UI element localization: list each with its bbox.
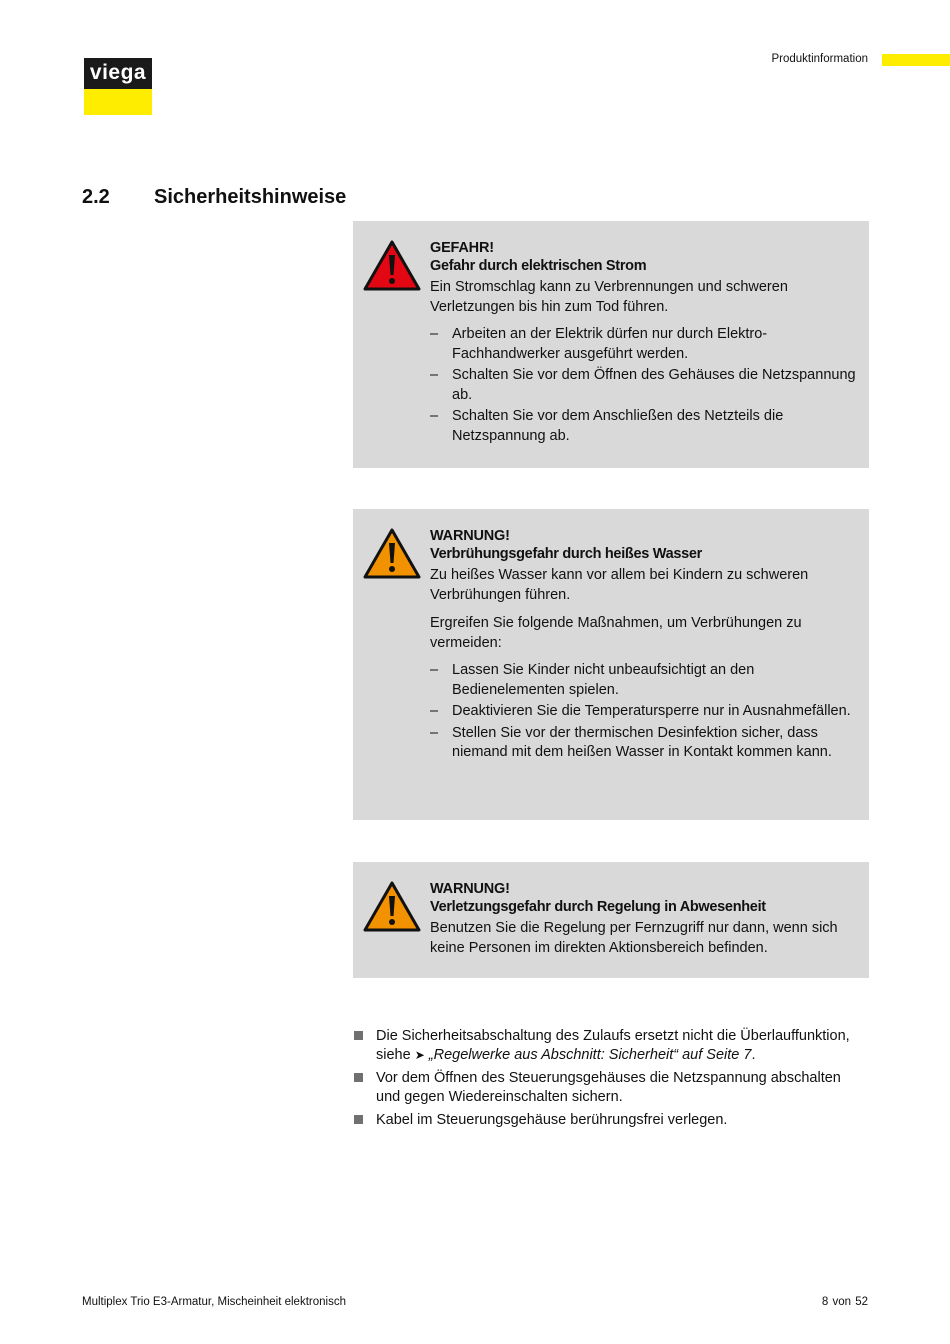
notice-heading: Verletzungsgefahr durch Regelung in Abwesenheit — [430, 899, 766, 915]
square-bullet-icon — [354, 1115, 363, 1124]
notice-signal-word: WARNUNG! — [430, 881, 510, 897]
safety-bullet-list — [353, 1027, 863, 1134]
notice-heading: Gefahr durch elektrischen Strom — [430, 258, 647, 274]
warning-triangle-icon — [362, 527, 422, 581]
notice-list-item: – Schalten Sie vor dem Öffnen des Gehäuses die Netzspannung ab. — [430, 366, 859, 405]
notice-text: Ein Stromschlag kann zu Verbrennungen und schweren Verletzungen bis hin zum Tod führen. — [430, 279, 788, 315]
notice-signal-word: GEFAHR! — [430, 240, 494, 256]
bullet-text: Die Sicherheitsabschaltung des Zulaufs ersetzt nicht die Überlauffunktion, siehe — [376, 1028, 850, 1063]
notice-list-item: – Lassen Sie Kinder nicht unbeaufsichtigt an den Bedienelementen spielen. — [430, 661, 859, 700]
notice-list — [430, 661, 859, 763]
notice-heading: Verbrühungsgefahr durch heißes Wasser — [430, 546, 702, 562]
warning-notice-remote — [353, 862, 869, 978]
logo-wordmark: viega — [84, 58, 152, 89]
square-bullet-icon — [354, 1073, 363, 1082]
notice-text: Zu heißes Wasser kann vor allem bei Kindern zu schweren Verbrühungen führen. — [430, 567, 809, 603]
notice-text: Ergreifen Sie folgende Maßnahmen, um Verbrühungen zu vermeiden: — [430, 615, 802, 651]
danger-notice-electric — [353, 221, 869, 468]
notice-list-item: – Deaktivieren Sie die Temperatursperre nur in Ausnahmefällen. — [430, 702, 859, 722]
notice-list-item: – Schalten Sie vor dem Anschließen des Netzteils die Netzspannung ab. — [430, 407, 859, 446]
header-label: Produktinformation — [771, 53, 868, 65]
header-yellow-bar — [882, 54, 950, 66]
notice-signal-word: WARNUNG! — [430, 528, 510, 544]
bullet-item — [353, 1111, 863, 1130]
notice-list-item: – Arbeiten an der Elektrik dürfen nur durch Elektro-Fachhandwerker ausgeführt werden. — [430, 325, 859, 364]
bullet-text-end: . — [751, 1047, 756, 1063]
logo-yellow-block — [84, 89, 152, 115]
section-number: 2.2 — [82, 186, 110, 208]
bullet-text: Vor dem Öffnen des Steuerungsgehäuses die Netzspannung abschalten und gegen Wiedereinschalten sichern. — [376, 1070, 841, 1105]
warning-triangle-icon — [362, 880, 422, 934]
danger-triangle-icon — [362, 239, 422, 293]
footer-product-name: Multiplex Trio E3-Armatur, Mischeinheit elektronisch — [82, 1296, 346, 1308]
bullet-text: Kabel im Steuerungsgehäuse berührungsfrei verlegen. — [376, 1112, 728, 1128]
notice-list — [430, 325, 859, 446]
footer-page-number: 8 von 52 — [821, 1296, 868, 1308]
section-title: Sicherheitshinweise — [154, 186, 347, 208]
bullet-item — [353, 1027, 863, 1065]
cross-reference-link[interactable]: „Regelwerke aus Abschnitt: Sicherheit“ auf Seite 7 — [428, 1047, 752, 1063]
notice-text: Benutzen Sie die Regelung per Fernzugriff nur dann, wenn sich keine Personen im direkten Aktionsbereich befinden. — [430, 920, 838, 956]
square-bullet-icon — [354, 1031, 363, 1040]
cross-reference-arrow-icon: ➤ — [414, 1048, 425, 1062]
warning-notice-scalding — [353, 509, 869, 820]
bullet-item — [353, 1069, 863, 1107]
notice-list-item: – Stellen Sie vor der thermischen Desinfektion sicher, dass niemand mit dem heißen Wasser in Kontakt kommen kann. — [430, 724, 859, 763]
viega-logo — [84, 58, 152, 115]
